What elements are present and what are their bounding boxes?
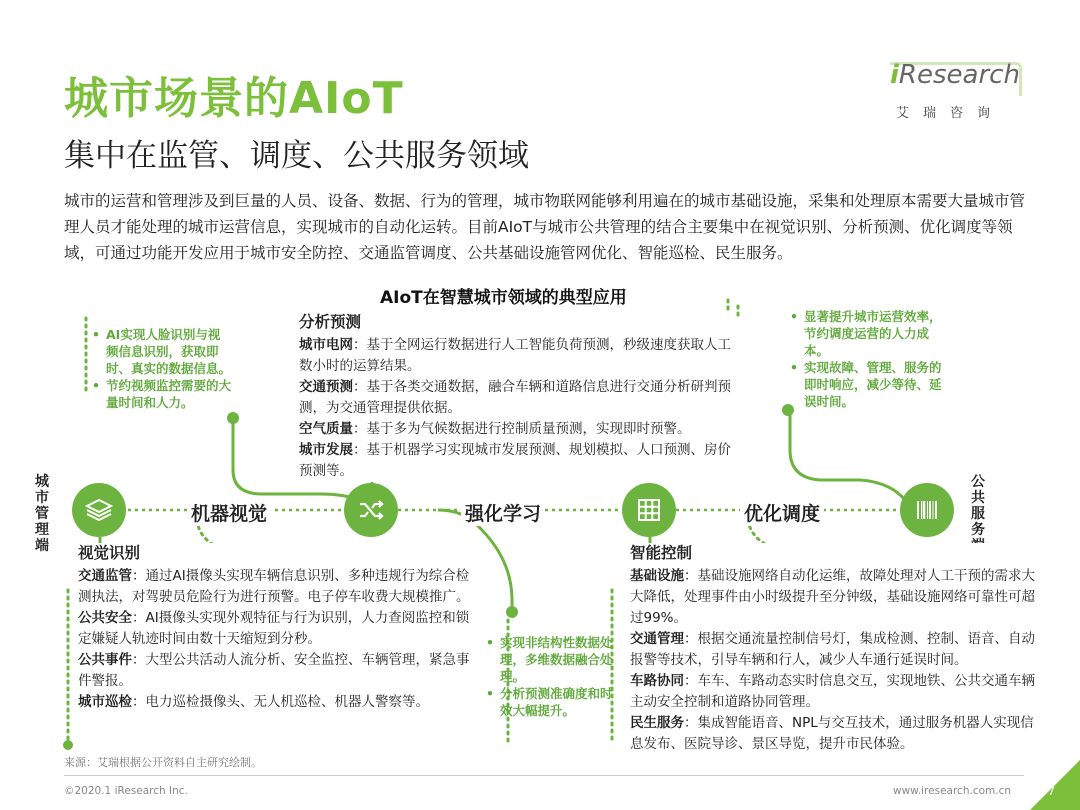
source-note: 来源：艾瑞根据公开资料自主研究绘制。: [64, 756, 262, 769]
copyright: ©2020.1 iResearch Inc.: [64, 785, 188, 797]
city-management-label: 城市管理端: [35, 474, 49, 554]
public-service-label: 公共服务: [971, 474, 985, 538]
bullets-dispatch-benefits: [790, 308, 942, 410]
list-item: 民生服务：集成智能语音、NPL与交互技术，通过服务机器人实现信息发布、医院导诊、景区导览，提升市民体验。: [630, 715, 1034, 752]
bullets-vision-benefits: [92, 326, 232, 411]
shuffle-icon: [344, 483, 398, 537]
list-item: 公共事件：大型公共活动人流分析、安全监控、车辆管理，紧急事件警报。: [78, 652, 470, 689]
list-item: • AI实现人脸识别与视频信息识别，获取即时、真实的数据信息。: [92, 326, 232, 377]
list-item: 基础设施：基础设施网络自动化运维，故障处理对人工干预的需求大大降低，处理事件由小时级提升至分钟级，基础设施网络可靠性可超过99%。: [630, 568, 1035, 626]
list-item: 交通预测：基于各类交通数据，融合车辆和道路信息进行交通分析研判预测，为交通管理提供依据。: [299, 379, 731, 416]
list-item: 交通监管：通过AI摄像头实现车辆信息识别、多种违规行为综合检测执法，对驾驶员危险行为进行预警。电子停车收费大规模推广。: [78, 568, 470, 605]
footer-divider: [64, 775, 1024, 776]
stage-reinforcement-learning: 强化学习: [461, 499, 545, 526]
list-item: 城市巡检：电力巡检摄像头、无人机巡检、机器人警察等。: [78, 694, 429, 710]
intelligent-control-card: [630, 543, 1042, 755]
logo-wordmark: iResearch: [890, 60, 1020, 90]
list-item: 城市发展：基于机器学习实现城市发展预测、规划模拟、人口预测、房价预测等。: [299, 442, 731, 479]
card-heading: 智能控制: [630, 544, 693, 562]
page-subtitle: 集中在监管、调度、公共服务领域: [64, 138, 529, 174]
grid-icon: [622, 483, 676, 537]
page-title: 城市场景的AIoT: [64, 73, 404, 124]
page-number: 37: [1040, 784, 1056, 798]
stage-optimized-dispatch: 优化调度: [740, 499, 824, 526]
diagram-title: AIoT在智慧城市领域的典型应用: [380, 288, 627, 308]
list-item: 交通管理：根据交通流量控制信号灯，集成检测、控制、语音、自动报警等技术，引导车辆和行人，减少人车通行延误时间。: [630, 631, 1035, 668]
list-item: • 节约视频监控需要的大量时间和人力。: [92, 377, 232, 411]
layers-icon: [72, 483, 126, 537]
visual-recognition-card: [78, 543, 470, 713]
logo-chinese-name: 艾瑞咨询: [896, 106, 1005, 121]
card-heading: 分析预测: [299, 313, 362, 331]
barcode-icon: [900, 483, 954, 537]
intro-paragraph: 城市的运营和管理涉及到巨量的人员、设备、数据、行为的管理，城市物联网能够利用遍在的城市基础设施，采集和处理原本需要大量城市管理人员才能处理的城市运营信息，实现城市的自动化运转。目前AIoT与城市公共管理的结合主要集中在视觉识别、分析预测、优化调度等领域，可通过功能开发应用于城市安全防控、交通监管调度、公共基础设施管网优化、智能巡检、民生服务。: [64, 192, 1026, 262]
list-item: 空气质量：基于多为气候数据进行控制质量预测，实现即时预警。: [299, 421, 691, 437]
stage-machine-vision: 机器视觉: [187, 499, 271, 526]
list-item: 公共安全：AI摄像头实现外观特征与行为识别，人力查阅监控和锁定嫌疑人轨迹时间由数十天缩短到分秒。: [78, 610, 470, 647]
bullets-learning-benefits: [486, 634, 614, 719]
card-heading: 视觉识别: [78, 544, 141, 562]
list-item: • 实现非结构性数据处理，多维数据融合处理。: [486, 634, 614, 685]
list-item: • 实现故障、管理、服务的即时响应，减少等待、延误时间。: [790, 359, 942, 410]
list-item: • 分析预测准确度和时效大幅提升。: [486, 685, 614, 719]
analysis-prediction-card: [299, 312, 731, 482]
list-item: • 显著提升城市运营效率，节约调度运营的人力成本。: [790, 308, 942, 359]
list-item: 城市电网：基于全网运行数据进行人工智能负荷预测，秒级速度获取人工数小时的运算结果。: [299, 337, 731, 374]
list-item: 车路协同：车车、车路动态实时信息交互，实现地铁、公共交通车辆主动安全控制和道路协同管理。: [630, 673, 1035, 710]
website-url: www.iresearch.com.cn: [893, 785, 1012, 797]
